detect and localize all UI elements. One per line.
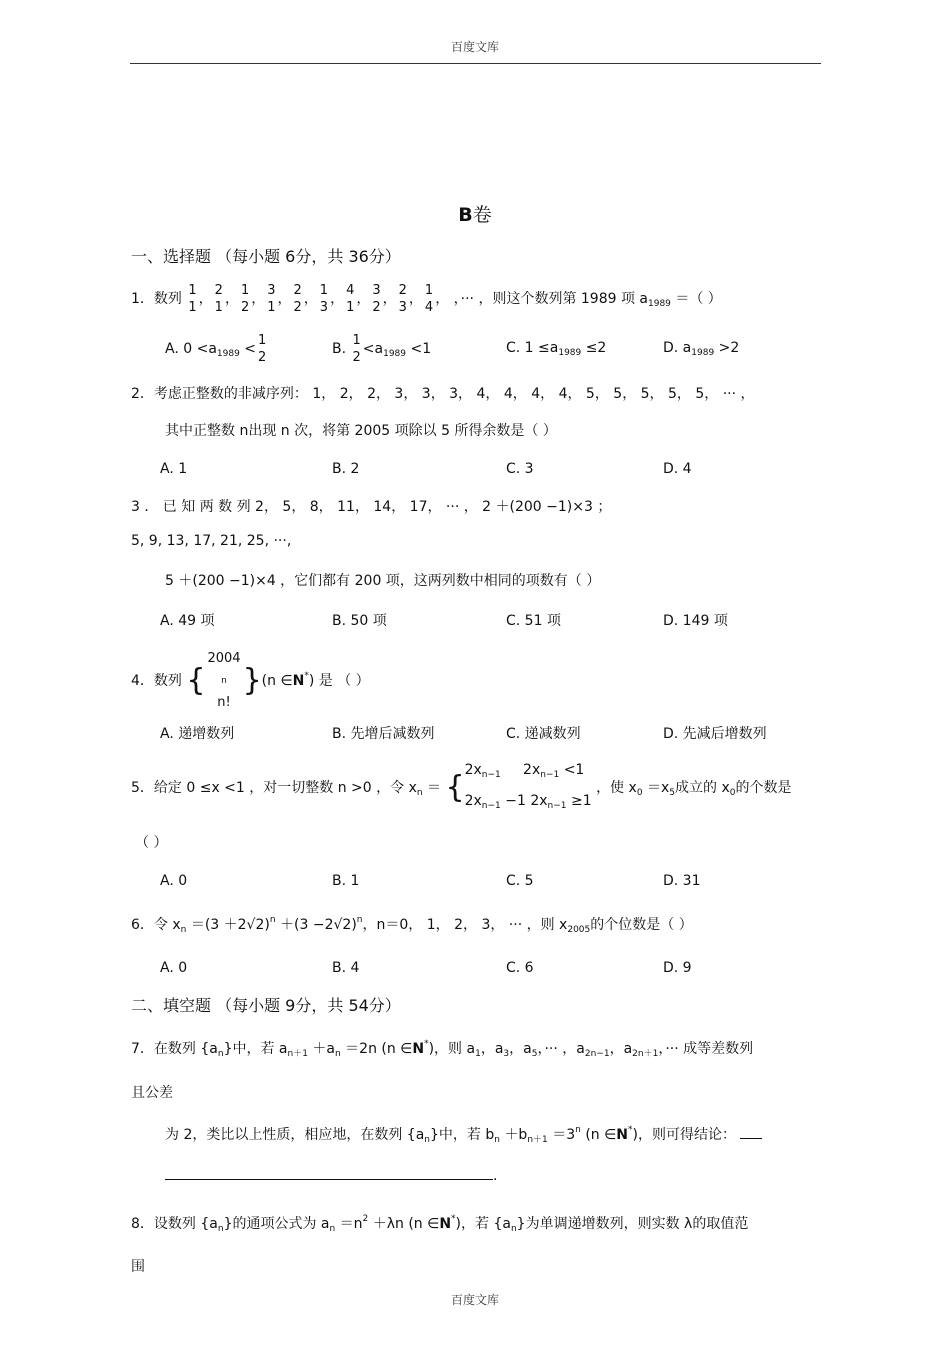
question-4: 4．数列 { 2004 n n! }(n ∈N*) 是 （ ） [131,651,370,710]
q2-option-a: A. 1 [160,461,188,477]
q3-option-a: A. 49 项 [160,613,215,629]
q4-option-c: C. 递减数列 [506,726,581,742]
q1-fraction: 3 2 [372,283,381,315]
q5-option-b: B. 1 [332,873,360,889]
q5-option-d: D. 31 [663,873,701,889]
q6-option-a: A. 0 [160,960,188,976]
page-header: 百度文库 [450,40,499,54]
q4-option-b: B. 先增后减数列 [332,726,435,742]
q7-line-3: 为 2，类比以上性质，相应地，在数列 $\{a_n\}$中，若 $b_n +b_{n+1} =3^n$ (n ∈N*)，则可得结论： [165,1124,762,1145]
q2-option-d: D. 4 [663,461,692,477]
q3-option-b: B. 50 项 [332,613,387,629]
q2-line-1: 2．考虑正整数的非减序列： 1， 2， 2， 3， 3， 3， 4， 4， 4， 4， 5， 5， 5， 5， 5， ··· ， [131,386,755,402]
question-5: 5．给定 0 ≤x <1 ，对一切整数 n >0 ，令 $x_n$ ＝ { $2x_{n-1}$ $2x_{n-1} <1$ $2x_{n-1} -1$ $2x_{n-1} \ge 1$ ，使 $x_0 =x_5$成立的 $x_0$的个数是 [131,762,792,811]
q4-prefix: 4．数列 [131,673,182,689]
q3-line-2: 5, 9, 13, 17, 21, 25, ···, [131,533,292,549]
q5-option-a: A. 0 [160,873,188,889]
q5-option-c: C. 5 [506,873,534,889]
question-6: 6．令 $x_n =(3 +2√2)^n +(3 -2√2)^n$，n＝0， 1， 2， 3， ··· ，则 $x_{2005}$的个位数是（ ） [131,915,693,935]
page-title [0,200,950,227]
title-text: 卷 [472,204,492,226]
q2-option-b: B. 2 [332,461,360,477]
q7-line-2: 且公差 [131,1085,173,1101]
q1-option-a: A. $0 <a_{1989}$ < 1 2 [165,333,267,365]
q3-option-d: D. 149 项 [663,613,728,629]
q1-option-b: B. 1 2 $<a_{1989} <1$ [332,333,432,365]
q1-suffix: ，··· ，则这个数列第 1989 项 a [453,291,648,307]
q6-option-c: C. 6 [506,960,534,976]
q1-fraction: 2 1 [214,283,223,315]
q3-line-1: 3 ． 已 知 两 数 列 2， 5， 8， 11， 14， 17， ··· ， 2 ＋(200 −1)×3 ； [131,499,612,515]
q6-option-b: B. 4 [332,960,360,976]
q1-fraction: 1 2 [240,283,250,315]
q1-fraction: 1 3 [319,283,329,315]
q7-answer-blank: . [165,1168,497,1184]
q1-option-d: D. $a_{1989} >2$ [663,340,740,358]
section-fill-heading: 二、填空题 （每小题 9分，共 54分） [131,996,401,1015]
title-letter: B [458,204,473,226]
q2-option-c: C. 3 [506,461,534,477]
q1-sub: 1989 [648,299,671,309]
q1-sequence: 1 1 ， 2 1 ， 1 2 ， 3 1 ， 2 2 ， 1 3 ， 4 1 ， 3 2 ， 2 3 ， 1 4 ， [188,283,450,315]
q2-line-2: 其中正整数 n出现 n 次，将第 2005 项除以 5 所得余数是（ ） [165,423,557,439]
q8-line-2: 围 [131,1259,145,1275]
section-choice-heading: 一、选择题 （每小题 6分，共 36分） [131,247,401,266]
q1-fraction: 4 1 [346,283,355,315]
q3-option-c: C. 51 项 [506,613,561,629]
q1-fraction: 2 3 [398,283,407,315]
q4-option-d: D. 先减后增数列 [663,726,767,742]
page-footer: 百度文库 [450,1293,499,1307]
header-rule [130,63,821,64]
q1-fraction: 1 1 [188,283,197,315]
q1-option-c: C. $1 \le a_{1989} \le 2$ [506,340,607,358]
q1-end: ＝（ ） [675,291,722,307]
q4-option-a: A. 递增数列 [160,726,235,742]
q1-fraction: 1 4 [424,283,434,315]
q6-option-d: D. 9 [663,960,692,976]
q7-line-1: 7．在数列 $\{a_n\}$中，若 $a_{n+1} +a_n =2n$ (n ∈N*)，则 $a_1$，$a_3$，$a_5$，··· ，$a_{2n-1}$，$a_{2n+1}$，··· 成等差数列 [131,1039,754,1059]
q5-line-2: （ ） [135,835,168,851]
q1-prefix: 1．数列 [131,291,182,307]
q8-line-1: 8．设数列 $\{a_n\}$的通项公式为 $a_n =n^2 +\lambda n$ (n ∈N*)，若 $\{a_n\}$为单调递增数列，则实数 λ的取值范 [131,1214,749,1234]
question-1 [131,282,722,316]
q3-line-3: 5 ＋(200 −1)×4 ，它们都有 200 项，这两列数中相同的项数有（ ） [165,573,601,589]
q1-fraction: 2 2 [293,283,302,315]
q1-fraction: 3 1 [267,283,276,315]
